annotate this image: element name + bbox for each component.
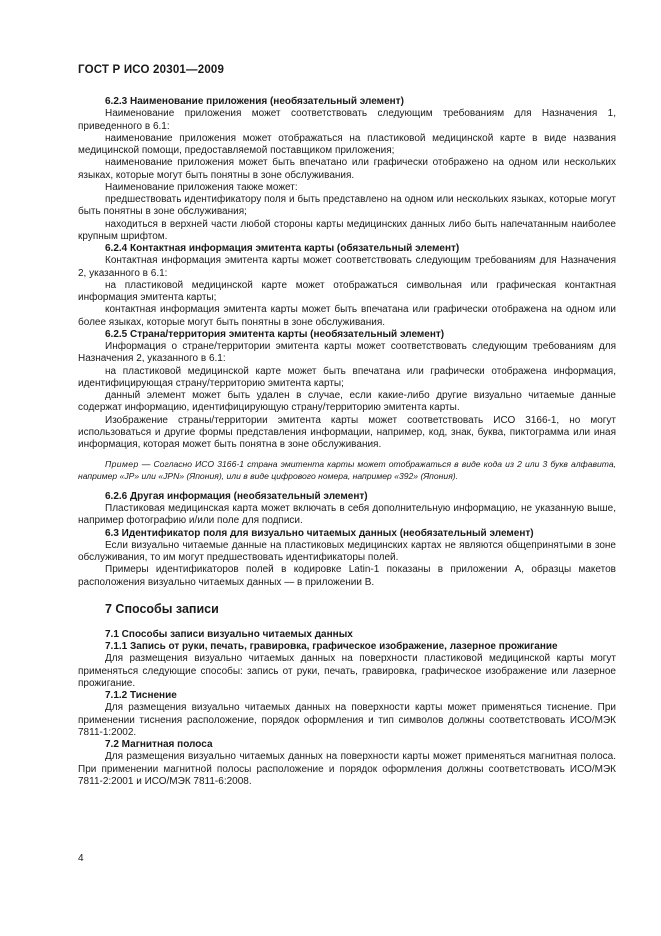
paragraph: Наименование приложения также может:	[105, 181, 298, 193]
example-note	[78, 459, 616, 482]
paragraph: Для размещения визуально читаемых данных на поверхности карты может применяться тиснение. При применении тиснения расположение, порядок оформления и тип символов должны соответствовать ИСО/МЭК 7811-1:2002.	[78, 702, 616, 738]
section-heading-7-2: 7.2 Магнитная полоса	[105, 739, 213, 751]
example-label: Пример	[105, 459, 139, 470]
section-heading-6-2-6: 6.2.6 Другая информация (необязательный элемент)	[105, 490, 368, 502]
paragraph: данный элемент может быть удален в случае, если какие-либо другие визуально читаемые данные содержат информацию, идентифицирующую страну/территорию эмитента карты.	[78, 390, 616, 414]
paragraph: Наименование приложения может соответствовать следующим требованиям для Назначения 1, приведенного в 6.1:	[78, 108, 616, 132]
chapter-heading-7: 7 Способы записи	[105, 601, 219, 616]
paragraph: находиться в верхней части любой стороны карты медицинских данных либо быть напечатанным наиболее крупным шрифтом.	[78, 218, 616, 242]
paragraph: контактная информация эмитента карты может быть впечатана или графически отображена на одном или более языках, которые могут быть понятны в зоне обслуживания.	[78, 304, 616, 328]
example-text: — Согласно ИСО 3166-1 страна эмитента карты может отображаться в виде кода из 2 или 3 букв алфавита, например «JP» или «JPN» (Япония), или в виде цифрового номера, например «392» (Япония).	[78, 459, 616, 481]
paragraph: на пластиковой медицинской карте может быть впечатана или графически отображена информация, идентифицирующая страну/территорию эмитента карты;	[78, 365, 616, 389]
paragraph: Пластиковая медицинская карта может включать в себя дополнительную информацию, не указанную выше, например фотографию и/или поле для подписи.	[78, 503, 616, 527]
page-number: 4	[78, 853, 84, 864]
section-heading-7-1: 7.1 Способы записи визуально читаемых данных	[105, 628, 353, 640]
paragraph: Изображение страны/территории эмитента карты может соответствовать ИСО 3166-1, но могут использоваться и другие формы представления информации, например, код, знак, буква, пиктограмма или иная информация, которая может быть понятна в зоне обслуживания.	[78, 414, 616, 450]
paragraph: Контактная информация эмитента карты может соответствовать следующим требованиям для Назначения 2, указанного в 6.1:	[78, 255, 616, 279]
section-heading-6-3: 6.3 Идентификатор поля для визуально читаемых данных (необязательный элемент)	[105, 527, 534, 539]
paragraph: на пластиковой медицинской карте может отображаться символьная или графическая контактная информация эмитента карты;	[78, 279, 616, 303]
document-body	[78, 96, 616, 788]
paragraph: Для размещения визуально читаемых данных на поверхности карты может применяться магнитная полоса. При применении магнитной полосы расположение и порядок оформления должны соответствовать ИСО/МЭК 7811-2:2001 и ИСО/МЭК 7811-6:2008.	[78, 751, 616, 787]
section-heading-7-1-1: 7.1.1 Запись от руки, печать, гравировка, графическое изображение, лазерное прожигание	[105, 641, 558, 653]
paragraph: предшествовать идентификатору поля и быть представлено на одном или нескольких языках, которые могут быть понятны в зоне обслуживания;	[78, 194, 616, 218]
paragraph: Для размещения визуально читаемых данных на поверхности пластиковой медицинской карты могут применяться следующие способы: запись от руки, печать, гравировка, графическое изображение или лазерное прожигание.	[78, 653, 616, 689]
section-heading-7-1-2: 7.1.2 Тиснение	[105, 690, 177, 702]
document-header: ГОСТ Р ИСО 20301—2009	[78, 64, 225, 76]
paragraph: наименование приложения может быть впечатано или графически отображено на одном или нескольких языках, которые могут быть понятны в зоне обслуживания.	[78, 157, 616, 181]
section-heading-6-2-5: 6.2.5 Страна/территория эмитента карты (необязательный элемент)	[105, 328, 445, 340]
paragraph: наименование приложения может отображаться на пластиковой медицинской карте в виде названия медицинской помощи, предоставляемой поставщиком приложения;	[78, 132, 616, 156]
section-heading-6-2-4: 6.2.4 Контактная информация эмитента карты (обязательный элемент)	[105, 243, 460, 254]
paragraph: Примеры идентификаторов полей в кодировке Latin-1 показаны в приложении А, образцы макетов расположения визуально читаемых данных — в приложении В.	[78, 564, 616, 588]
paragraph: Если визуально читаемые данные на пластиковых медицинских картах не являются общепринятыми в зоне обслуживания, то им могут предшествовать идентификаторы полей.	[78, 539, 616, 564]
section-heading-6-2-3: 6.2.3 Наименование приложения (необязательный элемент)	[105, 96, 404, 107]
paragraph: Информация о стране/территории эмитента карты может соответствовать следующим требованиям для Назначения 2, указанного в 6.1:	[78, 341, 616, 365]
